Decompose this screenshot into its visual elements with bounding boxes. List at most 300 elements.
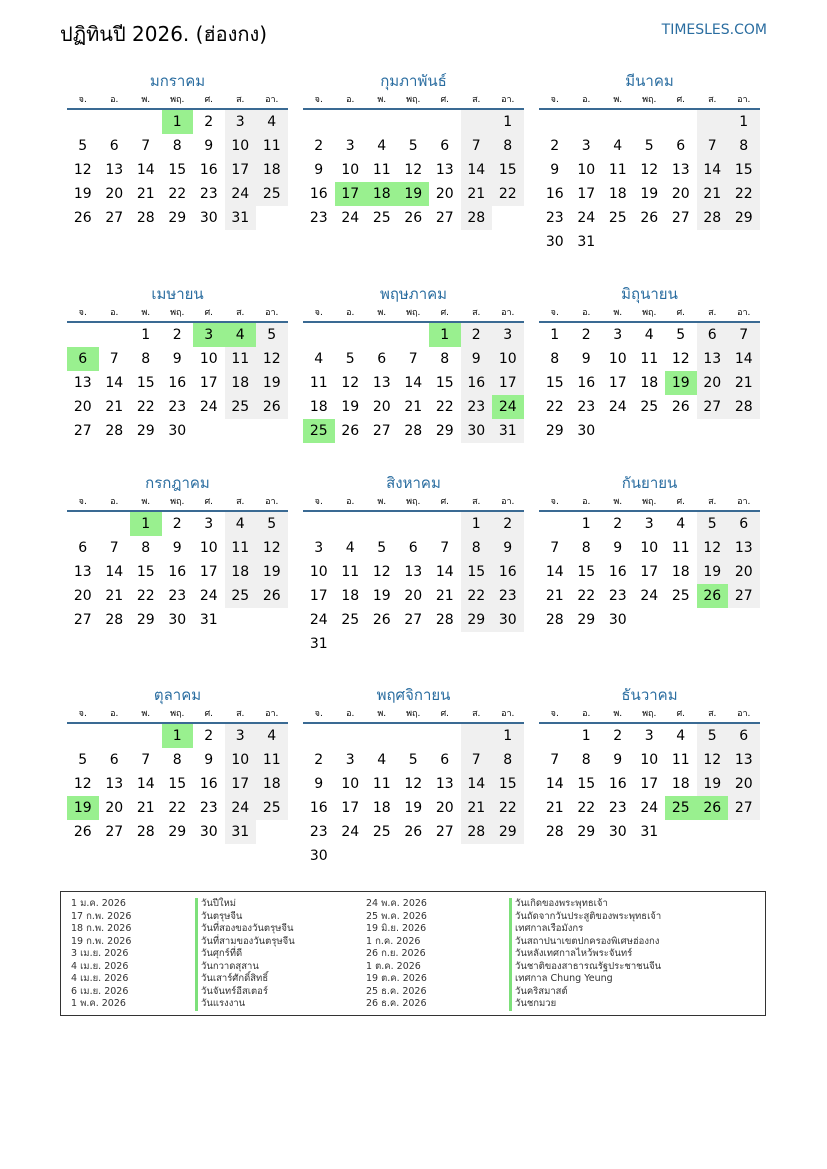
day-cell: 27 bbox=[671, 210, 690, 226]
day-cell: 8 bbox=[550, 351, 560, 367]
day-cell: 16 bbox=[577, 375, 596, 391]
month-name: มิถุนายน bbox=[621, 285, 678, 303]
empty-cell bbox=[398, 724, 430, 748]
holiday-date: 1 พ.ค. 2026 bbox=[71, 998, 126, 1009]
holiday-date: 3 เม.ย. 2026 bbox=[71, 948, 129, 959]
empty-cell bbox=[366, 512, 398, 536]
day-cell: 5 bbox=[697, 512, 729, 536]
weekday-header bbox=[303, 305, 524, 323]
day-cell: 20 bbox=[728, 772, 760, 796]
weekday-label: พฤ. bbox=[406, 497, 421, 507]
weekday-label: ส. bbox=[236, 308, 245, 318]
day-cell: 12 bbox=[73, 162, 92, 178]
weekday-label: อา. bbox=[737, 709, 751, 719]
day-cell: 18 bbox=[309, 399, 328, 415]
weekday-label: พฤ. bbox=[406, 95, 421, 105]
holiday-day-cell: 1 bbox=[162, 724, 194, 748]
day-cell: 23 bbox=[199, 186, 218, 202]
weekday-label: พ. bbox=[141, 709, 151, 719]
weekday-label: อ. bbox=[346, 709, 355, 719]
day-cell: 3 bbox=[345, 752, 355, 768]
weekday-label: อา. bbox=[265, 95, 279, 105]
day-cell: 2 bbox=[314, 752, 324, 768]
day-cell: 3 bbox=[204, 516, 214, 532]
day-cell: 23 bbox=[168, 588, 187, 604]
weekday-label: พฤ. bbox=[406, 709, 421, 719]
month-block bbox=[67, 70, 288, 230]
holiday-name: วันหลังเทศกาลไหว้พระจันทร์ bbox=[509, 948, 661, 961]
day-cell: 13 bbox=[728, 748, 760, 772]
month-name: เมษายน bbox=[151, 285, 204, 303]
day-cell: 10 bbox=[341, 776, 360, 792]
day-cell: 5 bbox=[377, 540, 387, 556]
day-cell: 29 bbox=[492, 820, 524, 844]
day-cell: 3 bbox=[225, 110, 257, 134]
empty-cell bbox=[67, 512, 99, 536]
month-block bbox=[67, 684, 288, 844]
day-cell: 12 bbox=[404, 776, 423, 792]
day-cell: 7 bbox=[461, 748, 493, 772]
month-block bbox=[539, 684, 760, 844]
day-cell: 10 bbox=[640, 752, 659, 768]
day-cell: 9 bbox=[172, 351, 182, 367]
day-cell: 5 bbox=[78, 752, 88, 768]
holiday-day-cell: 19 bbox=[398, 182, 430, 206]
day-cell: 4 bbox=[256, 724, 288, 748]
day-cell: 30 bbox=[168, 612, 187, 628]
weekday-label: อ. bbox=[346, 308, 355, 318]
holiday-date: 1 ก.ค. 2026 bbox=[366, 935, 421, 947]
day-cell: 17 bbox=[199, 564, 218, 580]
day-cell: 17 bbox=[225, 158, 257, 182]
weekday-label: พฤ. bbox=[642, 497, 657, 507]
day-cell: 19 bbox=[256, 560, 288, 584]
day-cell: 18 bbox=[640, 375, 659, 391]
day-cell: 4 bbox=[676, 728, 686, 744]
month-name: สิงหาคม bbox=[386, 474, 441, 492]
weekday-label: อา. bbox=[265, 308, 279, 318]
day-cell: 8 bbox=[728, 134, 760, 158]
day-cell: 30 bbox=[309, 848, 328, 864]
day-cell: 2 bbox=[172, 516, 182, 532]
day-cell: 28 bbox=[461, 206, 493, 230]
day-cell: 2 bbox=[314, 138, 324, 154]
weekday-label: พฤ. bbox=[642, 709, 657, 719]
day-cell: 7 bbox=[728, 323, 760, 347]
day-cell: 22 bbox=[545, 399, 564, 415]
day-grid bbox=[303, 110, 524, 230]
month-block bbox=[539, 283, 760, 443]
day-cell: 9 bbox=[613, 540, 623, 556]
day-cell: 11 bbox=[372, 162, 391, 178]
day-cell: 22 bbox=[577, 800, 596, 816]
day-cell: 4 bbox=[644, 327, 654, 343]
weekday-header bbox=[539, 92, 760, 110]
empty-cell bbox=[429, 724, 461, 748]
weekday-header bbox=[303, 494, 524, 512]
empty-cell bbox=[130, 724, 162, 748]
day-cell: 14 bbox=[545, 776, 564, 792]
day-cell: 13 bbox=[105, 162, 124, 178]
holiday-date: 24 พ.ค. 2026 bbox=[366, 898, 427, 909]
day-cell: 20 bbox=[73, 588, 92, 604]
empty-cell bbox=[571, 110, 603, 134]
day-cell: 12 bbox=[671, 351, 690, 367]
day-cell: 8 bbox=[461, 536, 493, 560]
day-cell: 4 bbox=[314, 351, 324, 367]
day-cell: 25 bbox=[608, 210, 627, 226]
day-cell: 11 bbox=[309, 375, 328, 391]
day-cell: 28 bbox=[461, 820, 493, 844]
empty-cell bbox=[67, 110, 99, 134]
weekday-header bbox=[67, 92, 288, 110]
day-cell: 3 bbox=[613, 327, 623, 343]
day-cell: 26 bbox=[73, 210, 92, 226]
month-name: กันยายน bbox=[621, 474, 678, 492]
weekday-label: ศ. bbox=[204, 308, 214, 318]
holiday-date: 26 ก.ย. 2026 bbox=[366, 948, 426, 959]
holiday-date: 19 ก.พ. 2026 bbox=[71, 935, 132, 947]
weekday-label: อา. bbox=[737, 497, 751, 507]
day-cell: 8 bbox=[141, 540, 151, 556]
holiday-day-cell: 1 bbox=[429, 323, 461, 347]
month-name: มีนาคม bbox=[625, 72, 674, 90]
day-cell: 25 bbox=[256, 182, 288, 206]
holiday-name: วันที่สองของวันตรุษจีน bbox=[195, 923, 295, 936]
day-cell: 15 bbox=[168, 776, 187, 792]
weekday-header bbox=[539, 706, 760, 724]
day-cell: 12 bbox=[697, 536, 729, 560]
day-cell: 4 bbox=[377, 138, 387, 154]
day-cell: 3 bbox=[644, 728, 654, 744]
holiday-names-col-2 bbox=[509, 898, 661, 1011]
day-cell: 12 bbox=[256, 536, 288, 560]
weekday-label: จ. bbox=[78, 308, 87, 318]
day-cell: 22 bbox=[728, 182, 760, 206]
day-cell: 11 bbox=[256, 748, 288, 772]
day-cell: 7 bbox=[697, 134, 729, 158]
day-cell: 9 bbox=[204, 138, 214, 154]
day-cell: 7 bbox=[109, 351, 119, 367]
day-cell: 1 bbox=[492, 724, 524, 748]
holiday-date: 25 ธ.ค. 2026 bbox=[366, 985, 427, 997]
day-cell: 7 bbox=[141, 138, 151, 154]
day-cell: 30 bbox=[545, 234, 564, 250]
day-cell: 20 bbox=[671, 186, 690, 202]
day-cell: 7 bbox=[440, 540, 450, 556]
day-cell: 24 bbox=[341, 824, 360, 840]
day-cell: 30 bbox=[608, 824, 627, 840]
day-cell: 3 bbox=[492, 323, 524, 347]
month-block bbox=[303, 283, 524, 443]
weekday-label: อ. bbox=[346, 95, 355, 105]
holiday-day-cell: 6 bbox=[67, 347, 99, 371]
day-cell: 11 bbox=[256, 134, 288, 158]
weekday-label: ศ. bbox=[676, 308, 686, 318]
day-cell: 25 bbox=[225, 584, 257, 608]
holiday-names-col-1 bbox=[195, 898, 295, 1011]
day-cell: 30 bbox=[199, 824, 218, 840]
holiday-day-cell: 19 bbox=[665, 371, 697, 395]
day-cell: 17 bbox=[341, 800, 360, 816]
empty-cell bbox=[602, 110, 634, 134]
day-cell: 30 bbox=[492, 608, 524, 632]
month-block bbox=[539, 472, 760, 632]
empty-cell bbox=[67, 323, 99, 347]
holiday-day-cell: 26 bbox=[697, 584, 729, 608]
weekday-label: จ. bbox=[550, 497, 559, 507]
day-cell: 21 bbox=[545, 588, 564, 604]
day-cell: 8 bbox=[581, 540, 591, 556]
holiday-date: 1 ต.ค. 2026 bbox=[366, 960, 421, 972]
day-cell: 11 bbox=[608, 162, 627, 178]
day-cell: 4 bbox=[613, 138, 623, 154]
holiday-date: 19 มิ.ย. 2026 bbox=[366, 923, 427, 934]
day-cell: 15 bbox=[577, 776, 596, 792]
day-cell: 8 bbox=[172, 752, 182, 768]
day-cell: 1 bbox=[581, 728, 591, 744]
day-cell: 24 bbox=[225, 182, 257, 206]
holiday-name: วันสถาปนาเขตปกครองพิเศษฮ่องกง bbox=[509, 936, 661, 949]
day-cell: 31 bbox=[640, 824, 659, 840]
day-cell: 23 bbox=[309, 824, 328, 840]
day-cell: 27 bbox=[73, 612, 92, 628]
day-cell: 29 bbox=[136, 612, 155, 628]
day-grid bbox=[539, 512, 760, 632]
day-cell: 6 bbox=[109, 752, 119, 768]
weekday-header bbox=[67, 706, 288, 724]
day-cell: 27 bbox=[105, 210, 124, 226]
day-cell: 30 bbox=[168, 423, 187, 439]
day-cell: 24 bbox=[341, 210, 360, 226]
day-cell: 6 bbox=[377, 351, 387, 367]
holiday-name: วันตรุษจีน bbox=[195, 911, 295, 924]
day-cell: 19 bbox=[372, 588, 391, 604]
holiday-name: วันศุกร์ที่ดี bbox=[195, 948, 295, 961]
day-cell: 30 bbox=[461, 419, 493, 443]
weekday-label: ส. bbox=[708, 308, 717, 318]
day-cell: 15 bbox=[577, 564, 596, 580]
day-cell: 14 bbox=[461, 158, 493, 182]
empty-cell bbox=[634, 110, 666, 134]
day-cell: 3 bbox=[644, 516, 654, 532]
day-grid bbox=[67, 323, 288, 443]
day-cell: 29 bbox=[728, 206, 760, 230]
month-name: มกราคม bbox=[149, 72, 206, 90]
day-cell: 24 bbox=[640, 800, 659, 816]
day-cell: 27 bbox=[697, 395, 729, 419]
day-cell: 13 bbox=[73, 564, 92, 580]
month-name: ตุลาคม bbox=[153, 686, 202, 704]
day-cell: 9 bbox=[204, 752, 214, 768]
day-cell: 21 bbox=[404, 399, 423, 415]
day-cell: 14 bbox=[435, 564, 454, 580]
day-cell: 29 bbox=[461, 608, 493, 632]
weekday-label: ศ. bbox=[440, 308, 450, 318]
weekday-label: พ. bbox=[377, 497, 387, 507]
day-cell: 18 bbox=[225, 560, 257, 584]
day-cell: 8 bbox=[492, 134, 524, 158]
day-cell: 15 bbox=[728, 158, 760, 182]
day-cell: 26 bbox=[404, 824, 423, 840]
empty-cell bbox=[398, 512, 430, 536]
weekday-label: อ. bbox=[582, 709, 591, 719]
holiday-name: วันแรงงาน bbox=[195, 998, 295, 1011]
day-cell: 30 bbox=[577, 423, 596, 439]
holiday-name: วันเกิดของพระพุทธเจ้า bbox=[509, 898, 661, 911]
holiday-day-cell: 17 bbox=[335, 182, 367, 206]
day-cell: 6 bbox=[78, 540, 88, 556]
day-cell: 17 bbox=[608, 375, 627, 391]
weekday-label: อา. bbox=[501, 497, 515, 507]
day-cell: 23 bbox=[309, 210, 328, 226]
holiday-name: วันชกมวย bbox=[509, 998, 661, 1011]
day-cell: 4 bbox=[345, 540, 355, 556]
day-cell: 6 bbox=[728, 512, 760, 536]
weekday-label: พฤ. bbox=[170, 709, 185, 719]
day-cell: 15 bbox=[168, 162, 187, 178]
holiday-date: 1 ม.ค. 2026 bbox=[71, 898, 126, 909]
day-cell: 2 bbox=[550, 138, 560, 154]
month-block bbox=[303, 70, 524, 230]
day-grid bbox=[303, 724, 524, 868]
weekday-label: ศ. bbox=[676, 709, 686, 719]
day-cell: 26 bbox=[640, 210, 659, 226]
weekday-label: พ. bbox=[613, 308, 623, 318]
day-cell: 8 bbox=[492, 748, 524, 772]
weekday-label: พ. bbox=[377, 95, 387, 105]
day-cell: 10 bbox=[199, 351, 218, 367]
holiday-day-cell: 1 bbox=[130, 512, 162, 536]
day-cell: 31 bbox=[199, 612, 218, 628]
day-cell: 3 bbox=[345, 138, 355, 154]
day-cell: 17 bbox=[640, 564, 659, 580]
day-cell: 22 bbox=[136, 399, 155, 415]
day-cell: 10 bbox=[492, 347, 524, 371]
day-cell: 24 bbox=[640, 588, 659, 604]
empty-cell bbox=[539, 110, 571, 134]
weekday-label: พ. bbox=[377, 308, 387, 318]
weekday-label: พ. bbox=[377, 709, 387, 719]
day-cell: 18 bbox=[341, 588, 360, 604]
day-cell: 25 bbox=[671, 588, 690, 604]
empty-cell bbox=[303, 512, 335, 536]
day-cell: 12 bbox=[256, 347, 288, 371]
weekday-label: จ. bbox=[314, 709, 323, 719]
day-cell: 30 bbox=[199, 210, 218, 226]
day-cell: 27 bbox=[728, 796, 760, 820]
empty-cell bbox=[461, 110, 493, 134]
brand-link[interactable]: TIMESLES.COM bbox=[661, 22, 767, 38]
day-cell: 27 bbox=[435, 824, 454, 840]
weekday-label: พฤ. bbox=[642, 308, 657, 318]
day-cell: 19 bbox=[73, 186, 92, 202]
empty-cell bbox=[303, 110, 335, 134]
empty-cell bbox=[398, 323, 430, 347]
day-cell: 25 bbox=[225, 395, 257, 419]
day-cell: 6 bbox=[697, 323, 729, 347]
holiday-date: 6 เม.ย. 2026 bbox=[71, 985, 129, 997]
day-grid bbox=[539, 323, 760, 443]
day-cell: 22 bbox=[435, 399, 454, 415]
empty-cell bbox=[366, 724, 398, 748]
holiday-day-cell: 3 bbox=[193, 323, 225, 347]
day-cell: 17 bbox=[577, 186, 596, 202]
day-cell: 7 bbox=[141, 752, 151, 768]
holiday-name: เทศกาล Chung Yeung bbox=[509, 973, 661, 986]
day-cell: 7 bbox=[461, 134, 493, 158]
day-cell: 16 bbox=[608, 776, 627, 792]
day-cell: 1 bbox=[492, 110, 524, 134]
day-cell: 29 bbox=[435, 423, 454, 439]
day-cell: 24 bbox=[309, 612, 328, 628]
day-cell: 19 bbox=[341, 399, 360, 415]
day-cell: 4 bbox=[377, 752, 387, 768]
day-cell: 9 bbox=[461, 347, 493, 371]
month-block bbox=[67, 283, 288, 443]
empty-cell bbox=[429, 512, 461, 536]
holiday-day-cell: 24 bbox=[492, 395, 524, 419]
month-name: พฤศจิกายน bbox=[376, 686, 451, 704]
weekday-label: อา. bbox=[501, 308, 515, 318]
empty-cell bbox=[99, 110, 131, 134]
holiday-dates-col-1 bbox=[71, 898, 131, 1011]
page-title: ปฏิทินปี 2026. (ฮ่องกง) bbox=[60, 22, 268, 46]
day-cell: 3 bbox=[225, 724, 257, 748]
weekday-label: ศ. bbox=[204, 709, 214, 719]
day-cell: 20 bbox=[404, 588, 423, 604]
day-cell: 23 bbox=[168, 399, 187, 415]
day-cell: 11 bbox=[225, 347, 257, 371]
empty-cell bbox=[335, 724, 367, 748]
day-cell: 21 bbox=[136, 186, 155, 202]
day-cell: 8 bbox=[141, 351, 151, 367]
holiday-name: วันปีใหม่ bbox=[195, 898, 295, 911]
weekday-label: พ. bbox=[141, 308, 151, 318]
day-cell: 19 bbox=[640, 186, 659, 202]
day-cell: 21 bbox=[697, 182, 729, 206]
weekday-label: จ. bbox=[314, 95, 323, 105]
day-cell: 26 bbox=[256, 584, 288, 608]
month-block bbox=[303, 684, 524, 868]
holiday-name: วันคริสมาสต์ bbox=[509, 986, 661, 999]
empty-cell bbox=[429, 110, 461, 134]
day-cell: 19 bbox=[404, 800, 423, 816]
holiday-name: วันเสาร์ศักดิ์สิทธิ์ bbox=[195, 973, 295, 986]
weekday-label: พ. bbox=[613, 95, 623, 105]
day-cell: 21 bbox=[105, 399, 124, 415]
weekday-header bbox=[539, 305, 760, 323]
weekday-label: ศ. bbox=[440, 497, 450, 507]
empty-cell bbox=[461, 724, 493, 748]
day-cell: 14 bbox=[136, 162, 155, 178]
day-cell: 26 bbox=[404, 210, 423, 226]
weekday-label: อา. bbox=[265, 709, 279, 719]
day-cell: 10 bbox=[309, 564, 328, 580]
day-cell: 11 bbox=[640, 351, 659, 367]
day-cell: 16 bbox=[492, 560, 524, 584]
holiday-day-cell: 26 bbox=[697, 796, 729, 820]
holiday-day-cell: 4 bbox=[225, 323, 257, 347]
day-cell: 21 bbox=[545, 800, 564, 816]
month-name: ธันวาคม bbox=[621, 686, 678, 704]
day-cell: 15 bbox=[136, 375, 155, 391]
day-grid bbox=[67, 512, 288, 632]
day-cell: 14 bbox=[136, 776, 155, 792]
day-cell: 7 bbox=[550, 752, 560, 768]
weekday-label: อา. bbox=[501, 95, 515, 105]
weekday-label: อา. bbox=[501, 709, 515, 719]
